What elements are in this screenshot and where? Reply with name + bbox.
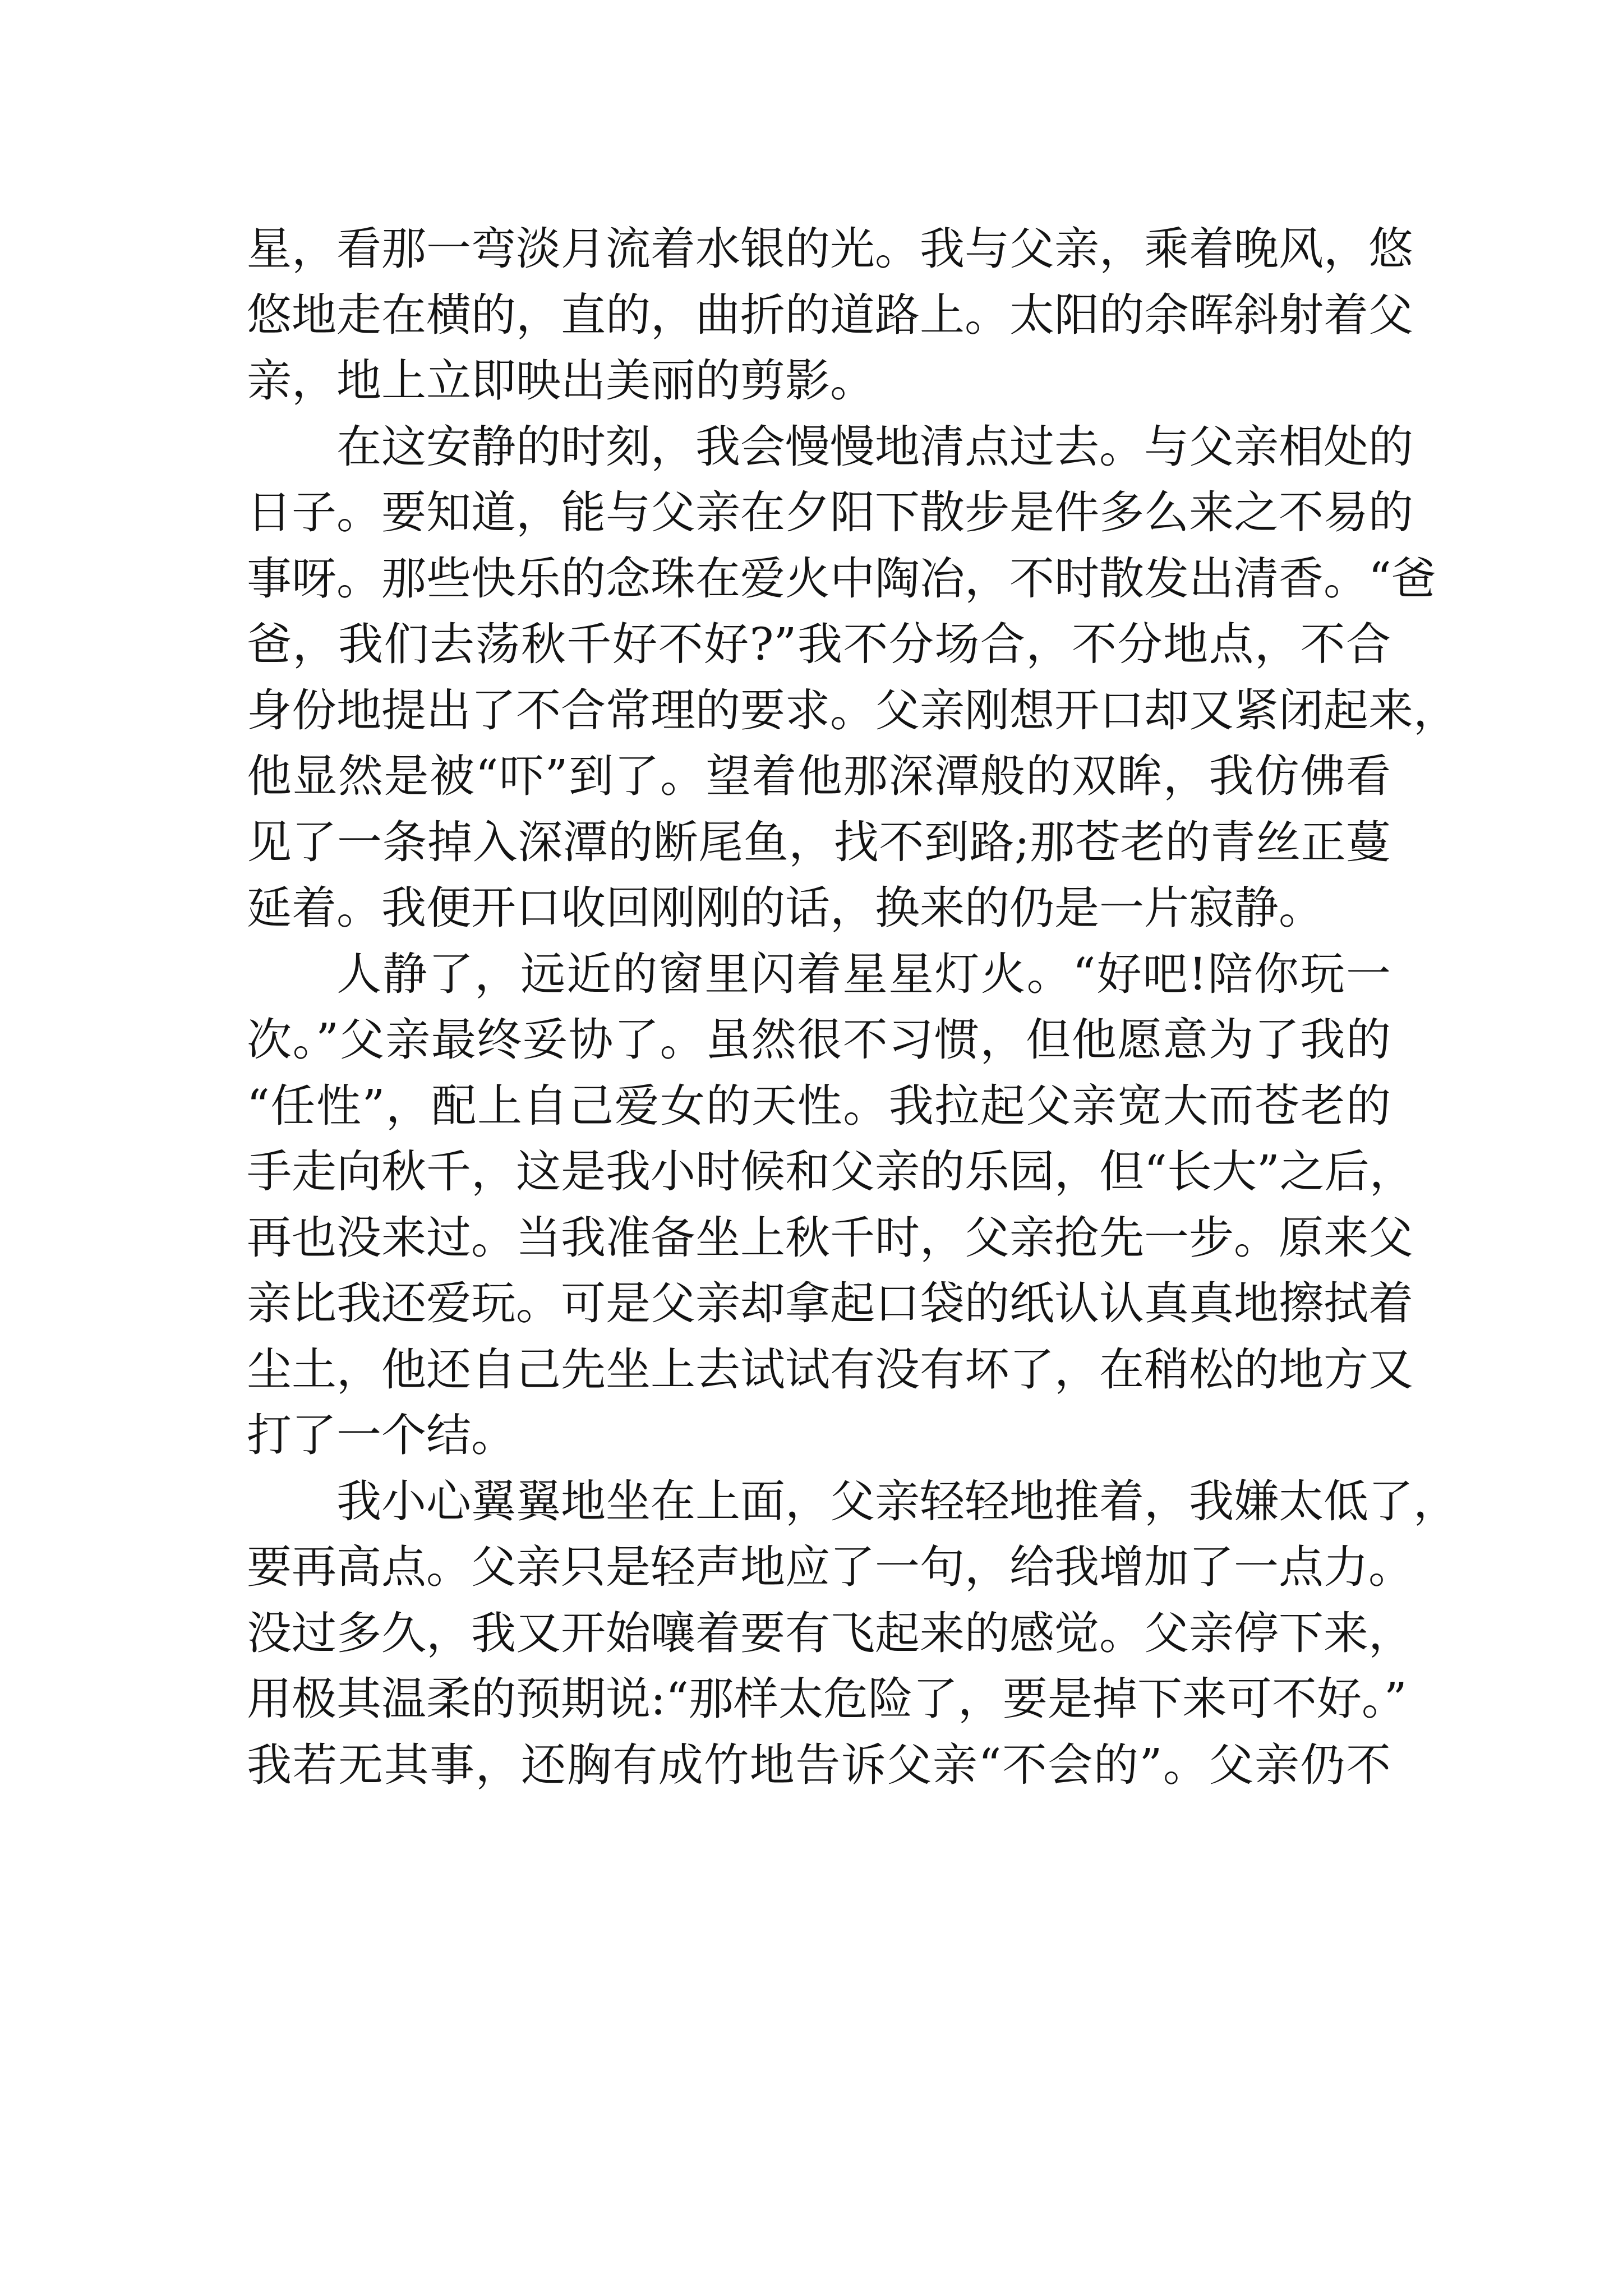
text-line: 亲比我还爱玩。可是父亲却拿起口袋的纸认认真真地擦拭着 [247,1277,1413,1329]
text-line: 用极其温柔的预期说:“那样太危险了，要是掉下来可不好。” [247,1673,1407,1725]
text-line: 日子。要知道，能与父亲在夕阳下散步是件多么来之不易的 [247,486,1413,539]
text-line: 我若无其事，还胸有成竹地告诉父亲“不会的”。父亲仍不 [247,1738,1391,1791]
text-line: 事呀。那些快乐的念珠在爱火中陶冶，不时散发出清香。“爸 [247,552,1436,605]
text-line: 见了一条掉入深潭的断尾鱼，找不到路;那苍老的青丝正蔓 [247,816,1391,868]
text-line: 要再高点。父亲只是轻声地应了一句，给我增加了一点力。 [247,1541,1413,1593]
text-line: 打了一个结。 [247,1409,516,1461]
paragraph-first-line: 我小心翼翼地坐在上面，父亲轻轻地推着，我嫌太低了， [336,1475,1458,1527]
text-line: 悠地走在横的，直的，曲折的道路上。太阳的余晖斜射着父 [247,288,1413,341]
text-line: 他显然是被“吓”到了。望着他那深潭般的双眸，我仿佛看 [247,750,1391,802]
text-line: “任性”，配上自己爱女的天性。我拉起父亲宽大而苍老的 [247,1079,1391,1132]
text-line: 手走向秋千，这是我小时候和父亲的乐园，但“长大”之后， [247,1145,1414,1198]
text-line: 没过多久，我又开始嚷着要有飞起来的感觉。父亲停下来， [247,1607,1413,1659]
text-line: 爸，我们去荡秋千好不好?”我不分场合，不分地点，不合 [247,618,1391,670]
text-line: 次。”父亲最终妥协了。虽然很不习惯，但他愿意为了我的 [247,1014,1391,1066]
body-text [247,216,1458,1798]
text-line: 亲，地上立即映出美丽的剪影。 [247,355,875,407]
text-line: 再也没来过。当我准备坐上秋千时，父亲抢先一步。原来父 [247,1211,1413,1264]
text-line: 尘土，他还自己先坐上去试试有没有坏了，在稍松的地方又 [247,1343,1413,1396]
paragraph-first-line: 人静了，远近的窗里闪着星星灯火。“好吧!陪你玩一 [336,947,1391,1000]
text-line: 延着。我便开口收回刚刚的话，换来的仍是一片寂静。 [247,882,1324,934]
text-line: 身份地提出了不合常理的要求。父亲刚想开口却又紧闭起来， [247,684,1458,737]
text-line: 星，看那一弯淡月流着水银的光。我与父亲，乘着晚风，悠 [247,223,1413,275]
paragraph-first-line: 在这安静的时刻，我会慢慢地清点过去。与父亲相处的 [336,420,1413,473]
